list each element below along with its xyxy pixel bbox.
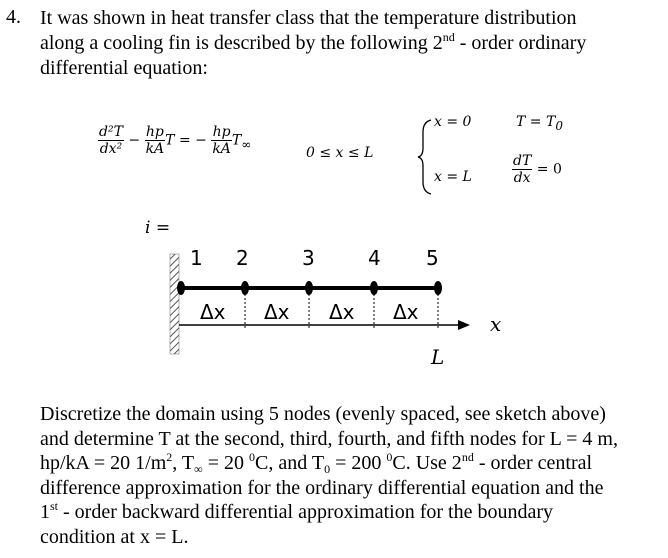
instructions-line-3-sup1: 2 (166, 450, 173, 464)
ode-lhs-num: d²T (99, 124, 123, 140)
ode-minus: − (128, 132, 141, 149)
instructions-line-3 (40, 451, 665, 476)
length-label: L (431, 345, 445, 369)
instructions-line-3-e: = 200 (330, 452, 387, 474)
fin-diagram (150, 236, 530, 356)
instructions-line-3-b: , T (172, 452, 195, 474)
bc1-equation (516, 114, 563, 133)
instructions-line-3-sup2: 0 (249, 450, 255, 464)
intro-line-2-tail: - order ordinary (454, 32, 587, 54)
bc2-den: dx (513, 170, 531, 186)
bc-x0-label: x = 0 (434, 114, 472, 130)
bc2-derivative (512, 153, 532, 186)
instructions-line-3-a: hp/kA = 20 1/m (40, 452, 167, 474)
instructions-line-3-g: - order central (473, 452, 593, 474)
bc2-equation (512, 153, 562, 186)
intro-line-3: differential equation: (40, 57, 208, 79)
instructions-line-4: difference approximation for the ordinary differential equation and the (40, 476, 604, 499)
problem-instructions (40, 402, 665, 549)
bc-xL-label: x = L (434, 169, 472, 185)
node-label-5: 5 (426, 246, 439, 270)
intro-line-1: It was shown in heat transfer class that the temperature distribution (40, 7, 577, 29)
intro-line-2 (40, 31, 660, 56)
problem-number: 4. (6, 6, 21, 28)
axis-x-label: x (490, 312, 502, 336)
bc1-eq: = T (525, 114, 556, 130)
ode-rhs-den: kA (212, 141, 231, 157)
node-label-4: 4 (368, 246, 381, 270)
ode-lhs-den: dx² (99, 141, 123, 157)
node-dot-5 (434, 281, 442, 295)
ode-rhs-sub: ∞ (241, 137, 252, 152)
bc2-rhs: = 0 (532, 161, 562, 178)
node-index-label: i = (145, 218, 171, 238)
ode-rhs-T: T (231, 132, 242, 149)
instructions-line-3-d: C, and T (255, 452, 325, 474)
bc1-lhs: T (516, 114, 526, 130)
node-dot-2 (241, 281, 249, 295)
instructions-line-6: condition at x = L. (40, 525, 189, 548)
instructions-line-3-sub2: 0 (324, 462, 331, 476)
instructions-line-5-sup: st (50, 499, 59, 513)
ode-neg: − (195, 132, 207, 149)
node-label-2: 2 (236, 246, 249, 270)
bc1-sub: 0 (555, 119, 563, 133)
intro-line-2-sup: nd (442, 30, 455, 44)
ode-equation (98, 124, 251, 157)
instructions-line-3-f: C. Use 2 (392, 452, 462, 474)
dx-label-4: Δx (393, 300, 419, 324)
instructions-line-3-c: = 20 (202, 452, 249, 474)
instructions-line-5-a: 1 (40, 501, 50, 523)
dx-label-1: Δx (200, 300, 226, 324)
instructions-line-3-sup4: nd (461, 450, 474, 464)
node-label-3: 3 (302, 246, 315, 270)
ode-equals: = (178, 132, 191, 149)
boundary-brace-icon (416, 118, 434, 196)
ode-T: T (165, 132, 175, 149)
dx-label-3: Δx (329, 300, 355, 324)
instructions-line-2: and determine T at the second, third, fourth, and fifth nodes for L = 4 m, (40, 427, 618, 450)
instructions-line-5-b: - order backward differential approximation for the boundary (58, 501, 554, 523)
instructions-line-3-sup3: 0 (386, 450, 393, 464)
ode-second-derivative (98, 124, 124, 157)
ode-coef-num: hp (145, 124, 164, 140)
ode-rhs-coefficient (211, 124, 232, 157)
node-dot-3 (305, 281, 313, 295)
instructions-line-1: Discretize the domain using 5 nodes (evenly spaced, see sketch above) (40, 403, 606, 425)
intro-line-2-text: along a cooling fin is described by the following 2 (40, 32, 443, 54)
ode-domain: 0 ≤ x ≤ L (306, 145, 374, 161)
ode-coefficient (145, 124, 166, 157)
instructions-line-3-sub1: ∞ (194, 462, 203, 476)
ode-coef-den: kA (145, 141, 165, 157)
fin-wall (170, 254, 179, 354)
problem-intro (40, 6, 660, 81)
x-axis-arrowhead (458, 320, 470, 330)
bc2-num: dT (513, 153, 532, 169)
instructions-line-5 (40, 500, 665, 525)
node-dot-1 (177, 281, 185, 295)
ode-rhs-num: hp (212, 124, 231, 140)
node-label-1: 1 (190, 246, 203, 270)
dx-label-2: Δx (264, 300, 290, 324)
node-dot-4 (370, 281, 378, 295)
